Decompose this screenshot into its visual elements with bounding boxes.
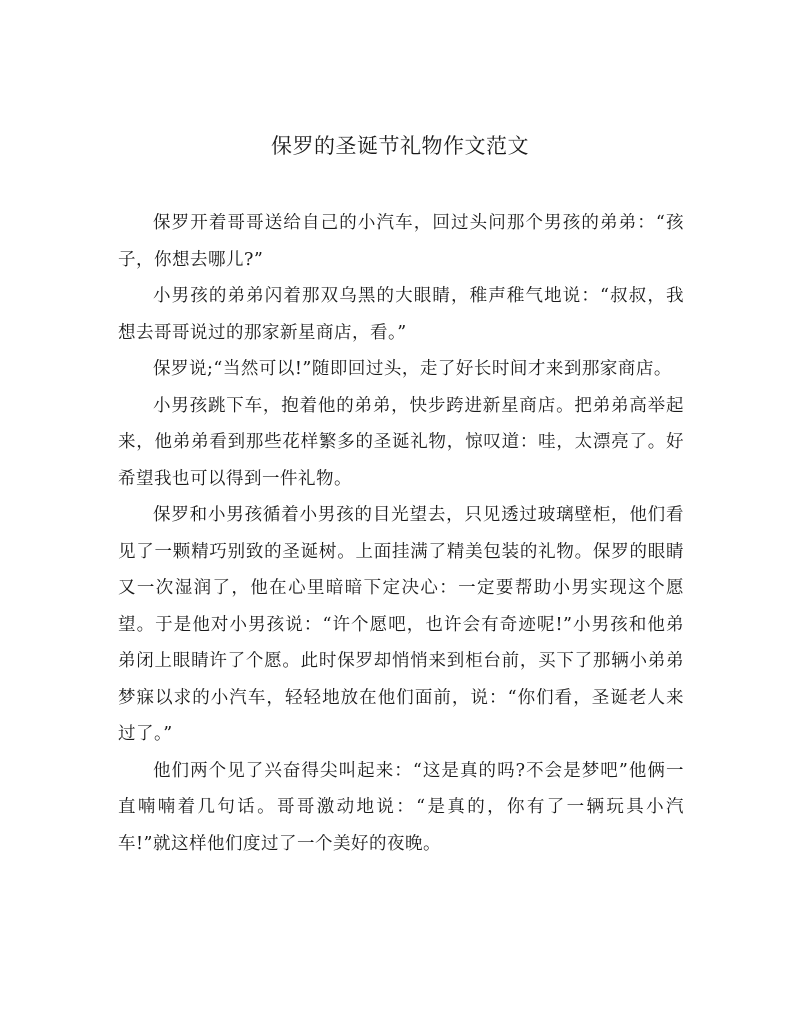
paragraph-1: 保罗开着哥哥送给自己的小汽车，回过头问那个男孩的弟弟：“孩子，你想去哪儿?”: [118, 213, 684, 270]
document-title: 保罗的圣诞节礼物作文范文: [271, 134, 529, 158]
paragraph-4: 小男孩跳下车，抱着他的弟弟，快步跨进新星商店。把弟弟高举起来，他弟弟看到那些花样繁多的圣诞礼物，惊叹道：哇，太漂亮了。好希望我也可以得到一件礼物。: [118, 395, 684, 489]
paragraph-6: 他们两个见了兴奋得尖叫起来：“这是真的吗?不会是梦吧”他俩一直喃喃着几句话。哥哥激动地说：“是真的，你有了一辆玩具小汽车!”就这样他们度过了一个美好的夜晚。: [118, 760, 684, 854]
document-body: [118, 205, 684, 862]
paragraph-3: 保罗说;“当然可以!”随即回过头，走了好长时间才来到那家商店。: [153, 359, 672, 379]
paragraph-5: 保罗和小男孩循着小男孩的目光望去，只见透过玻璃壁柜，他们看见了一颗精巧别致的圣诞树。上面挂满了精美包装的礼物。保罗的眼睛又一次湿润了，他在心里暗暗下定决心：一定要帮助小男实现这个愿望。于是他对小男孩说：“许个愿吧，也许会有奇迹呢!”小男孩和他弟弟闭上眼睛许了个愿。此时保罗却悄悄来到柜台前，买下了那辆小弟弟梦寐以求的小汽车，轻轻地放在他们面前，说：“你们看，圣诞老人来过了。”: [118, 505, 684, 744]
paragraph-2: 小男孩的弟弟闪着那双乌黑的大眼睛，稚声稚气地说：“叔叔，我想去哥哥说过的那家新星商店，看。”: [118, 286, 684, 343]
